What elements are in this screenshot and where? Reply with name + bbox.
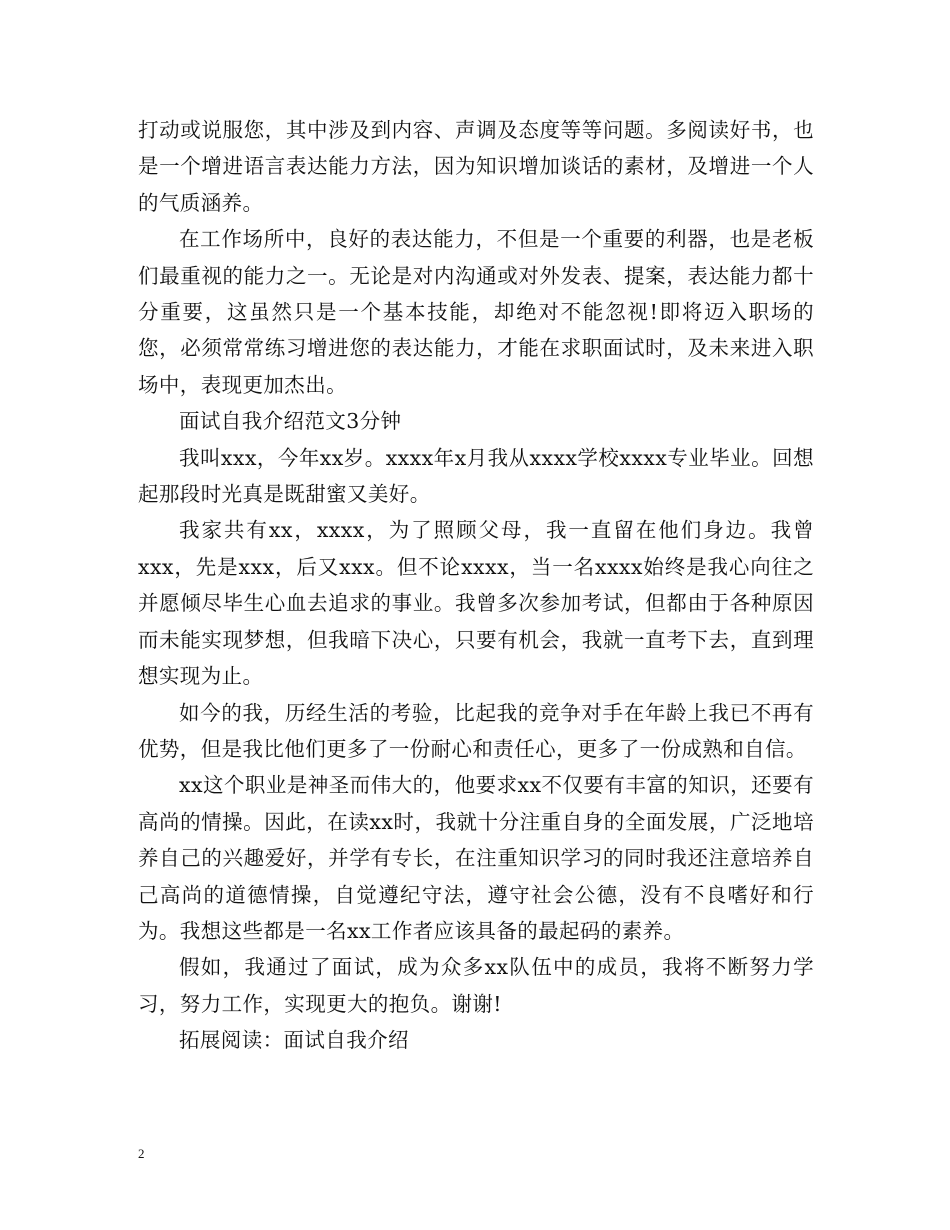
- page-number: 2: [138, 1146, 145, 1161]
- paragraph-continued: 打动或说服您，其中涉及到内容、声调及态度等等问题。多阅读好书，也是一个增进语言表达能力方法，因为知识增加谈话的素材，及增进一个人的气质涵养。: [138, 118, 814, 215]
- paragraph-closing: 假如，我通过了面试，成为众多xx队伍中的成员，我将不断努力学习，努力工作，实现更大的抱负。谢谢!: [138, 955, 814, 1016]
- paragraph-now: 如今的我，历经生活的考验，比起我的竞争对手在年龄上我已不再有优势，但是我比他们更多了一份耐心和责任心，更多了一份成熟和自信。: [138, 700, 814, 761]
- paragraph-self-intro-name: 我叫xxx，今年xx岁。xxxx年x月我从xxxx学校xxxx专业毕业。回想起那段时光真是既甜蜜又美好。: [138, 445, 814, 507]
- paragraph-family: 我家共有xx，xxxx，为了照顾父母，我一直留在他们身边。我曾xxx，先是xxx，后又xxx。但不论xxxx，当一名xxxx始终是我心向往之并愿倾尽毕生心血去追求的事业。我曾多次参加考试，但都由于各种原因而未能实现梦想，但我暗下决心，只要有机会，我就一直考下去，直到理想实现为止。: [138, 518, 814, 689]
- paragraph-profession: xx这个职业是神圣而伟大的，他要求xx不仅要有丰富的知识，还要有高尚的情操。因此，在读xx时，我就十分注重自身的全面发展，广泛地培养自己的兴趣爱好，并学有专长，在注重知识学习的同时我还注意培养自己高尚的道德情操，自觉遵纪守法，遵守社会公德，没有不良嗜好和行为。我想这些都是一名xx工作者应该具备的最起码的素养。: [138, 773, 814, 943]
- document-page: [138, 112, 814, 1059]
- paragraph-workplace-expression: 在工作场所中，良好的表达能力，不但是一个重要的利器，也是老板们最重视的能力之一。无论是对内沟通或对外发表、提案，表达能力都十分重要，这虽然只是一个基本技能，却绝对不能忽视!即将迈入职场的您，必须常常练习增进您的表达能力，才能在求职面试时，及未来进入职场中，表现更加杰出。: [138, 227, 814, 397]
- section-heading-sample-intro: 面试自我介绍范文3分钟: [179, 409, 402, 434]
- paragraph-further-reading: 拓展阅读：面试自我介绍: [179, 1028, 409, 1053]
